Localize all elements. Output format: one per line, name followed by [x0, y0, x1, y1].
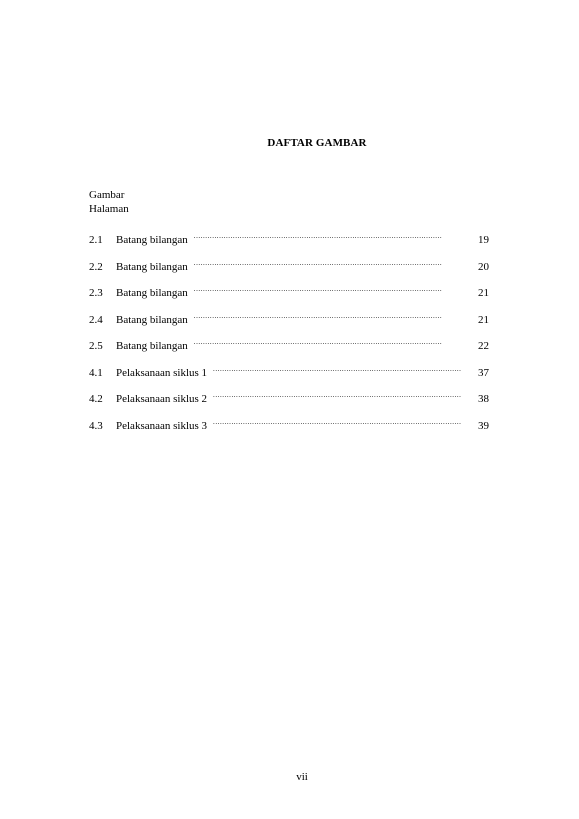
figure-page: 19: [478, 234, 489, 246]
figure-page: 39: [478, 419, 489, 432]
figure-page: 21: [478, 313, 489, 326]
dot-leader: [194, 230, 463, 243]
figure-number: 2.3: [89, 287, 103, 299]
figure-caption: Batang bilangan: [116, 313, 188, 326]
page-title: DAFTAR GAMBAR: [267, 137, 367, 149]
dot-leader: [213, 363, 463, 376]
list-item: [89, 336, 489, 363]
dot-leader: [194, 310, 463, 323]
figure-caption: Batang bilangan: [116, 234, 188, 246]
list-item: [89, 283, 489, 310]
dot-leader: [194, 283, 463, 296]
figure-caption: Pelaksanaan siklus 3: [116, 419, 208, 432]
list-item: [89, 257, 489, 284]
figure-caption: Batang bilangan: [116, 287, 188, 299]
figure-number: 2.5: [89, 340, 103, 352]
dot-leader: [213, 389, 463, 402]
column-header-figure: Gambar: [89, 189, 125, 201]
list-item: [89, 389, 489, 416]
figure-page: 21: [478, 287, 489, 299]
figure-list: [89, 230, 489, 442]
column-header-page: Halaman: [89, 203, 129, 215]
dot-leader: [194, 257, 463, 270]
list-item: [89, 416, 489, 443]
figure-page: 22: [478, 340, 489, 352]
list-item: [89, 310, 489, 337]
figure-number: 4.3: [89, 419, 103, 432]
figure-caption: Pelaksanaan siklus 2: [116, 393, 208, 405]
figure-number: 4.2: [89, 393, 103, 405]
figure-caption: Pelaksanaan siklus 1: [116, 366, 208, 379]
list-item: [89, 230, 489, 257]
figure-number: 2.4: [89, 313, 103, 326]
list-item: [89, 363, 489, 390]
dot-leader: [213, 416, 463, 429]
dot-leader: [194, 336, 463, 349]
page-number: vii: [296, 771, 308, 783]
figure-number: 2.2: [89, 260, 103, 273]
figure-caption: Batang bilangan: [116, 260, 188, 273]
figure-page: 37: [478, 366, 489, 379]
figure-number: 4.1: [89, 366, 103, 379]
figure-page: 20: [478, 260, 489, 273]
figure-number: 2.1: [89, 234, 103, 246]
figure-page: 38: [478, 393, 489, 405]
figure-caption: Batang bilangan: [116, 340, 188, 352]
